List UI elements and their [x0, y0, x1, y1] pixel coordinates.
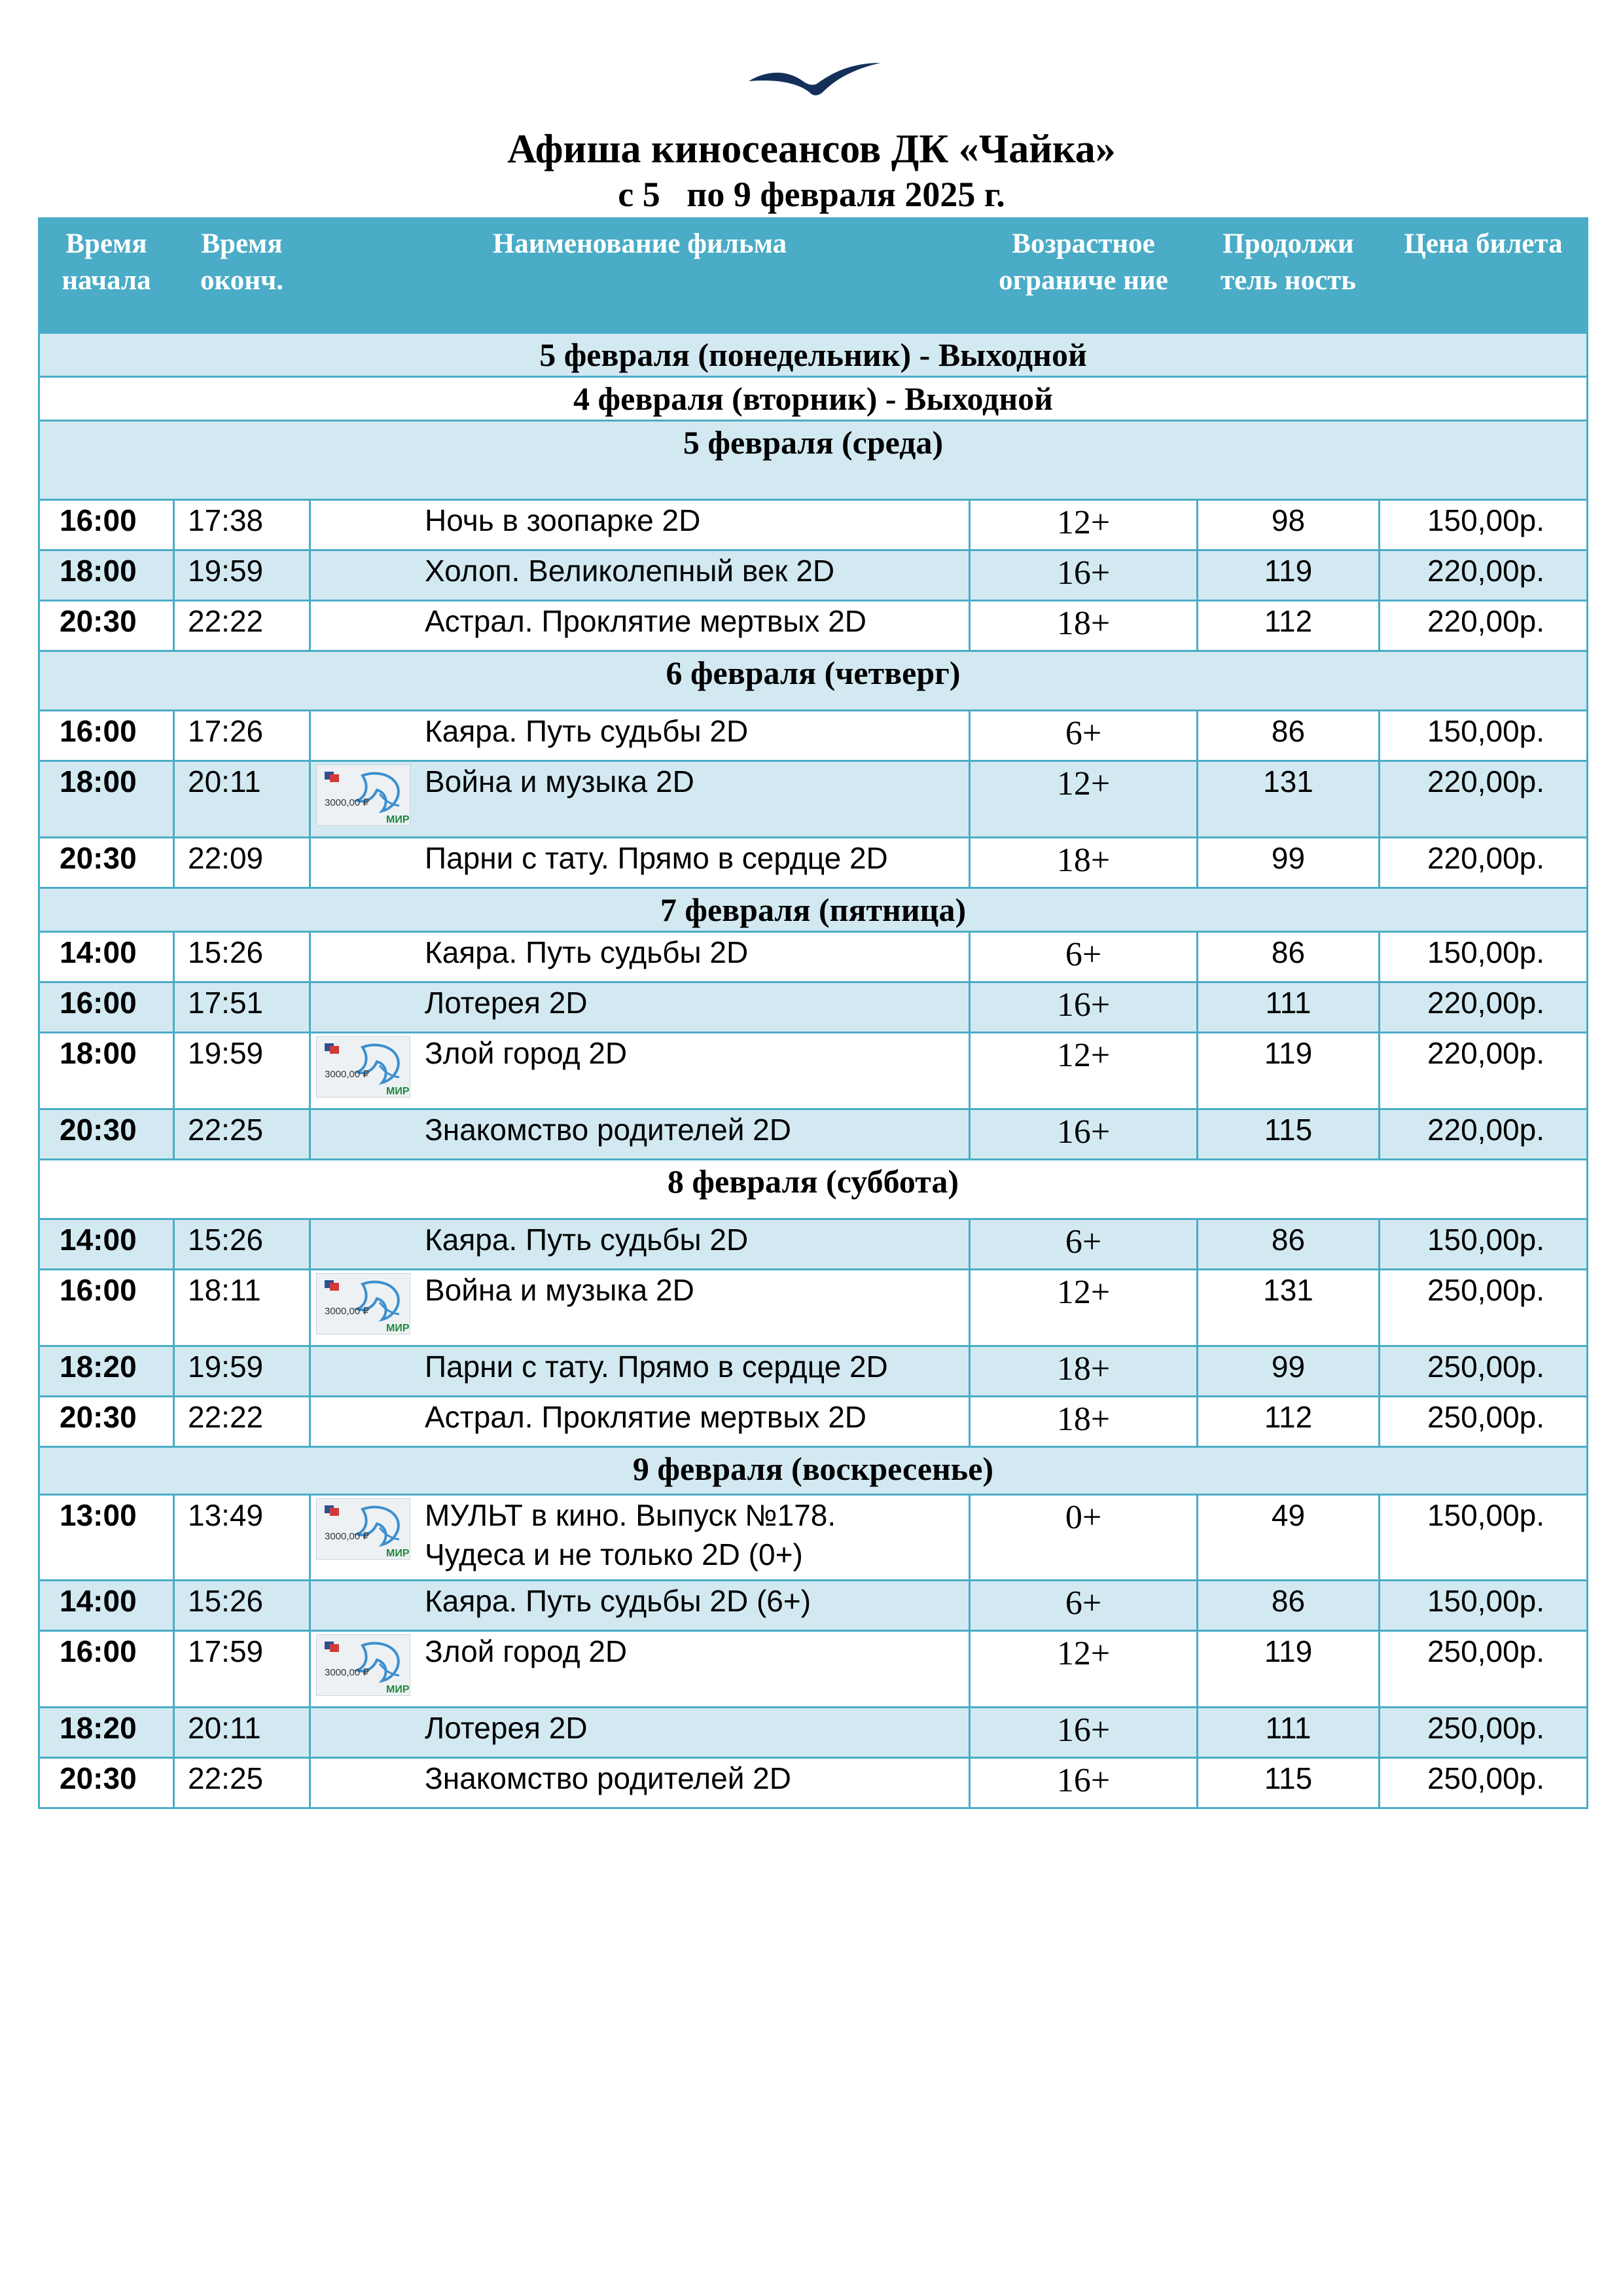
- film-title: Ночь в зоопарке 2D: [425, 503, 701, 537]
- film-title: Каяра. Путь судьбы 2D: [425, 1223, 749, 1257]
- duration: 119: [1198, 1033, 1380, 1109]
- duration: 111: [1198, 982, 1380, 1033]
- age-rating: 16+: [970, 982, 1198, 1033]
- day-header-row: [39, 421, 1588, 500]
- ticket-price: 150,00р.: [1380, 711, 1588, 761]
- age-rating: 12+: [970, 761, 1198, 838]
- duration: 86: [1198, 711, 1380, 761]
- end-time: 13:49: [174, 1495, 310, 1581]
- film-cell: [310, 550, 970, 601]
- film-title: Знакомство родителей 2D: [425, 1761, 791, 1795]
- page-title: Афиша киносеансов ДК «Чайка»: [507, 127, 1116, 171]
- film-title: Лотерея 2D: [425, 986, 588, 1020]
- schedule-table: [38, 217, 1588, 1809]
- day-header-row: [39, 888, 1588, 932]
- showtime-row: [39, 1109, 1588, 1160]
- header-film: Наименование фильма: [310, 219, 970, 333]
- showtime-row: [39, 601, 1588, 651]
- start-time: 14:00: [39, 1219, 174, 1270]
- day-header-row: [39, 651, 1588, 711]
- day-header-row: [39, 333, 1588, 377]
- ticket-price: 150,00р.: [1380, 1495, 1588, 1581]
- age-rating: 6+: [970, 932, 1198, 982]
- start-time: 18:20: [39, 1346, 174, 1397]
- header-start: Время начала: [39, 219, 174, 333]
- showtime-row: [39, 1270, 1588, 1346]
- header-price: Цена билета: [1380, 219, 1588, 333]
- end-time: 19:59: [174, 550, 310, 601]
- end-time: 17:26: [174, 711, 310, 761]
- seagull-logo-icon: [746, 54, 883, 106]
- pushkin-card-icon: [316, 1498, 410, 1560]
- ticket-price: 250,00р.: [1380, 1631, 1588, 1708]
- start-time: 20:30: [39, 1109, 174, 1160]
- header-duration: Продолжи тель ность: [1198, 219, 1380, 333]
- film-title: Каяра. Путь судьбы 2D: [425, 714, 749, 748]
- ticket-price: 220,00р.: [1380, 1033, 1588, 1109]
- day-header-row: [39, 1447, 1588, 1495]
- age-rating: 18+: [970, 601, 1198, 651]
- ticket-price: 220,00р.: [1380, 838, 1588, 888]
- badge-brand: МИР: [386, 814, 410, 825]
- age-rating: 12+: [970, 500, 1198, 550]
- duration: 86: [1198, 1219, 1380, 1270]
- ticket-price: 220,00р.: [1380, 1109, 1588, 1160]
- end-time: 19:59: [174, 1346, 310, 1397]
- film-cell: [310, 761, 970, 838]
- start-time: 13:00: [39, 1495, 174, 1581]
- duration: 99: [1198, 838, 1380, 888]
- film-title: Война и музыка 2D: [425, 1273, 694, 1307]
- age-rating: 12+: [970, 1270, 1198, 1346]
- ticket-price: 250,00р.: [1380, 1758, 1588, 1808]
- age-rating: 6+: [970, 711, 1198, 761]
- age-rating: 18+: [970, 1397, 1198, 1447]
- end-time: 22:25: [174, 1758, 310, 1808]
- end-time: 17:38: [174, 500, 310, 550]
- end-time: 15:26: [174, 932, 310, 982]
- day-label: 5 февраля (понедельник) - Выходной: [39, 333, 1588, 377]
- start-time: 16:00: [39, 500, 174, 550]
- showtime-row: [39, 1346, 1588, 1397]
- age-rating: 6+: [970, 1581, 1198, 1631]
- end-time: 22:22: [174, 601, 310, 651]
- end-time: 18:11: [174, 1270, 310, 1346]
- start-time: 16:00: [39, 982, 174, 1033]
- showtime-row: [39, 1581, 1588, 1631]
- film-cell: [310, 838, 970, 888]
- start-time: 20:30: [39, 601, 174, 651]
- showtime-row: [39, 1495, 1588, 1581]
- badge-brand: МИР: [386, 1323, 410, 1334]
- film-title: Знакомство родителей 2D: [425, 1113, 791, 1147]
- film-cell: [310, 1397, 970, 1447]
- film-title: Каяра. Путь судьбы 2D (6+): [425, 1584, 812, 1618]
- end-time: 15:26: [174, 1219, 310, 1270]
- film-title: Астрал. Проклятие мертвых 2D: [425, 604, 866, 638]
- film-cell: [310, 1270, 970, 1346]
- film-title: Парни с тату. Прямо в сердце 2D: [425, 1350, 888, 1384]
- header-age: Возрастное ограниче ние: [970, 219, 1198, 333]
- duration: 119: [1198, 550, 1380, 601]
- age-rating: 6+: [970, 1219, 1198, 1270]
- showtime-row: [39, 1758, 1588, 1808]
- film-cell: [310, 601, 970, 651]
- film-cell: [310, 1631, 970, 1708]
- start-time: 18:00: [39, 550, 174, 601]
- start-time: 20:30: [39, 1397, 174, 1447]
- film-title: Война и музыка 2D: [425, 764, 694, 798]
- film-cell: [310, 1581, 970, 1631]
- end-time: 20:11: [174, 761, 310, 838]
- day-label: 7 февраля (пятница): [39, 888, 1588, 932]
- showtime-row: [39, 1708, 1588, 1758]
- age-rating: 12+: [970, 1033, 1198, 1109]
- ticket-price: 220,00р.: [1380, 550, 1588, 601]
- ticket-price: 250,00р.: [1380, 1346, 1588, 1397]
- showtime-row: [39, 1033, 1588, 1109]
- ticket-price: 150,00р.: [1380, 500, 1588, 550]
- badge-amount: 3000,00 ₽: [325, 1667, 369, 1678]
- end-time: 20:11: [174, 1708, 310, 1758]
- pushkin-card-icon: [316, 1634, 410, 1696]
- day-label: 5 февраля (среда): [39, 421, 1588, 500]
- end-time: 17:59: [174, 1631, 310, 1708]
- duration: 86: [1198, 1581, 1380, 1631]
- day-label: 8 февраля (суббота): [39, 1160, 1588, 1219]
- start-time: 16:00: [39, 711, 174, 761]
- end-time: 22:22: [174, 1397, 310, 1447]
- end-time: 17:51: [174, 982, 310, 1033]
- duration: 86: [1198, 932, 1380, 982]
- ticket-price: 250,00р.: [1380, 1270, 1588, 1346]
- showtime-row: [39, 711, 1588, 761]
- start-time: 20:30: [39, 838, 174, 888]
- showtime-row: [39, 550, 1588, 601]
- ticket-price: 220,00р.: [1380, 982, 1588, 1033]
- film-cell: [310, 1109, 970, 1160]
- badge-amount: 3000,00 ₽: [325, 1531, 369, 1542]
- start-time: 16:00: [39, 1631, 174, 1708]
- ticket-price: 250,00р.: [1380, 1397, 1588, 1447]
- pushkin-card-icon: [316, 764, 410, 826]
- film-cell: [310, 932, 970, 982]
- ticket-price: 220,00р.: [1380, 761, 1588, 838]
- duration: 112: [1198, 1397, 1380, 1447]
- start-time: 16:00: [39, 1270, 174, 1346]
- film-title: Злой город 2D: [425, 1036, 628, 1070]
- day-header-row: [39, 377, 1588, 421]
- film-cell: [310, 1758, 970, 1808]
- start-time: 18:00: [39, 1033, 174, 1109]
- age-rating: 16+: [970, 1708, 1198, 1758]
- start-time: 14:00: [39, 932, 174, 982]
- duration: 131: [1198, 761, 1380, 838]
- day-label: 9 февраля (воскресенье): [39, 1447, 1588, 1495]
- age-rating: 18+: [970, 838, 1198, 888]
- film-title: Лотерея 2D: [425, 1711, 588, 1745]
- badge-amount: 3000,00 ₽: [325, 1069, 369, 1080]
- ticket-price: 220,00р.: [1380, 601, 1588, 651]
- ticket-price: 150,00р.: [1380, 1219, 1588, 1270]
- film-cell: [310, 1708, 970, 1758]
- age-rating: 12+: [970, 1631, 1198, 1708]
- day-label: 4 февраля (вторник) - Выходной: [39, 377, 1588, 421]
- showtime-row: [39, 932, 1588, 982]
- end-time: 22:09: [174, 838, 310, 888]
- badge-brand: МИР: [386, 1548, 410, 1559]
- showtime-row: [39, 500, 1588, 550]
- age-rating: 16+: [970, 1758, 1198, 1808]
- film-cell: [310, 1219, 970, 1270]
- film-cell: [310, 1033, 970, 1109]
- pushkin-card-icon: [316, 1273, 410, 1335]
- duration: 131: [1198, 1270, 1380, 1346]
- day-label: 6 февраля (четверг): [39, 651, 1588, 711]
- duration: 99: [1198, 1346, 1380, 1397]
- showtime-row: [39, 1219, 1588, 1270]
- table-header: [39, 219, 1588, 333]
- showtime-row: [39, 1397, 1588, 1447]
- film-title: Астрал. Проклятие мертвых 2D: [425, 1400, 866, 1434]
- end-time: 22:25: [174, 1109, 310, 1160]
- end-time: 19:59: [174, 1033, 310, 1109]
- duration: 111: [1198, 1708, 1380, 1758]
- film-title-line2: Чудеса и не только 2D (0+): [425, 1537, 803, 1571]
- film-title: Парни с тату. Прямо в сердце 2D: [425, 841, 888, 875]
- day-header-row: [39, 1160, 1588, 1219]
- showtime-row: [39, 761, 1588, 838]
- duration: 115: [1198, 1758, 1380, 1808]
- film-cell: [310, 1346, 970, 1397]
- badge-amount: 3000,00 ₽: [325, 797, 369, 808]
- duration: 119: [1198, 1631, 1380, 1708]
- duration: 115: [1198, 1109, 1380, 1160]
- film-cell: [310, 500, 970, 550]
- page-subtitle: с 5 по 9 февраля 2025 г.: [618, 175, 1005, 214]
- badge-brand: МИР: [386, 1086, 410, 1097]
- age-rating: 0+: [970, 1495, 1198, 1581]
- ticket-price: 150,00р.: [1380, 932, 1588, 982]
- start-time: 18:20: [39, 1708, 174, 1758]
- duration: 98: [1198, 500, 1380, 550]
- pushkin-card-icon: [316, 1036, 410, 1098]
- duration: 112: [1198, 601, 1380, 651]
- showtime-row: [39, 1631, 1588, 1708]
- showtime-row: [39, 838, 1588, 888]
- film-cell: [310, 1495, 970, 1581]
- age-rating: 16+: [970, 1109, 1198, 1160]
- ticket-price: 150,00р.: [1380, 1581, 1588, 1631]
- film-title: Холоп. Великолепный век 2D: [425, 554, 835, 588]
- header-end: Время оконч.: [174, 219, 310, 333]
- age-rating: 18+: [970, 1346, 1198, 1397]
- film-title: Злой город 2D: [425, 1634, 628, 1668]
- start-time: 20:30: [39, 1758, 174, 1808]
- film-cell: [310, 982, 970, 1033]
- badge-brand: МИР: [386, 1684, 410, 1695]
- age-rating: 16+: [970, 550, 1198, 601]
- start-time: 14:00: [39, 1581, 174, 1631]
- film-title: Каяра. Путь судьбы 2D: [425, 935, 749, 969]
- end-time: 15:26: [174, 1581, 310, 1631]
- film-title: МУЛЬТ в кино. Выпуск №178.: [425, 1498, 836, 1532]
- duration: 49: [1198, 1495, 1380, 1581]
- film-cell: [310, 711, 970, 761]
- badge-amount: 3000,00 ₽: [325, 1306, 369, 1317]
- start-time: 18:00: [39, 761, 174, 838]
- ticket-price: 250,00р.: [1380, 1708, 1588, 1758]
- showtime-row: [39, 982, 1588, 1033]
